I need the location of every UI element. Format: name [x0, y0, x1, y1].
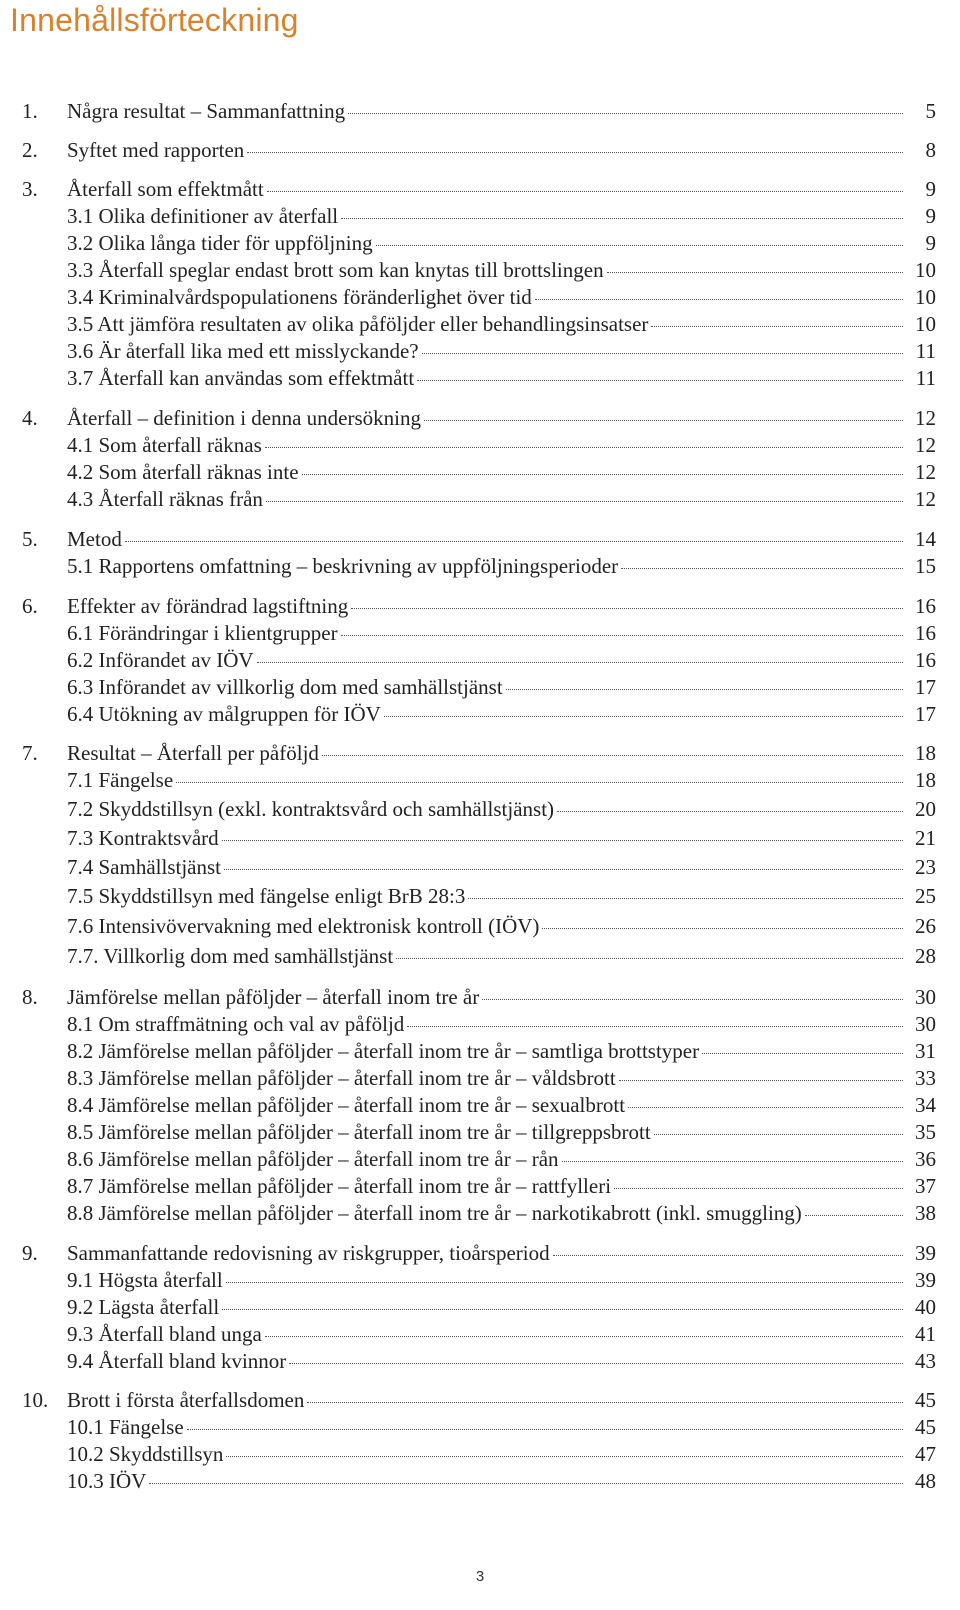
- toc-entry-number: 5.: [22, 527, 38, 551]
- toc-dot-leader: [307, 1402, 903, 1403]
- toc-dot-leader: [422, 353, 903, 354]
- toc-entry-title: 7.3 Kontraktsvård: [67, 826, 219, 850]
- toc-entry-number: 2.: [22, 138, 38, 162]
- toc-dot-leader: [289, 1363, 903, 1364]
- toc-dot-leader: [557, 811, 903, 812]
- toc-entry-page: 30: [915, 1012, 936, 1036]
- toc-dot-leader: [619, 1080, 903, 1081]
- toc-entry-title: Brott i första återfallsdomen: [67, 1388, 305, 1412]
- toc-entry[interactable]: [0, 1321, 960, 1348]
- toc-entry[interactable]: [0, 767, 960, 794]
- toc-entry-title: 8.2 Jämförelse mellan påföljder – återfall inom tre år – samtliga brottstyper: [67, 1039, 700, 1063]
- toc-dot-leader: [149, 1483, 903, 1484]
- toc-entry-page: 8: [925, 138, 936, 162]
- toc-dot-leader: [654, 1134, 903, 1135]
- toc-entry[interactable]: [0, 620, 960, 647]
- toc-entry-title: 10.2 Skyddstillsyn: [67, 1442, 224, 1466]
- toc-entry[interactable]: [0, 1038, 960, 1065]
- toc-entry-page: 34: [915, 1093, 936, 1117]
- toc-entry-number: 4.: [22, 406, 38, 430]
- toc-entry-title: 8.5 Jämförelse mellan påföljder – återfall inom tre år – tillgreppsbrott: [67, 1120, 651, 1144]
- toc-entry-number: 10.: [22, 1388, 49, 1412]
- toc-dot-leader: [266, 501, 903, 502]
- toc-entry-title: 8.3 Jämförelse mellan påföljder – återfall inom tre år – våldsbrott: [67, 1066, 616, 1090]
- toc-entry-page: 10: [915, 312, 936, 336]
- toc-entry-page: 18: [915, 741, 936, 765]
- toc-entry-title: 4.2 Som återfall räknas inte: [67, 460, 299, 484]
- toc-heading: Innehållsförteckning: [10, 2, 299, 38]
- toc-entry[interactable]: [0, 913, 960, 940]
- toc-entry-page: 23: [915, 855, 936, 879]
- toc-entry-page: 41: [915, 1322, 936, 1346]
- toc-entry[interactable]: [0, 1092, 960, 1119]
- toc-entry[interactable]: [0, 883, 960, 910]
- toc-entry-title: 6.2 Införandet av IÖV: [67, 648, 254, 672]
- toc-entry[interactable]: [0, 98, 960, 125]
- toc-dot-leader: [607, 272, 903, 273]
- toc-entry-title: 6.4 Utökning av målgruppen för IÖV: [67, 702, 381, 726]
- toc-entry-page: 18: [915, 768, 936, 792]
- toc-entry[interactable]: [0, 1200, 960, 1227]
- toc-entry-number: 9.: [22, 1241, 38, 1265]
- toc-entry-title: 3.7 Återfall kan användas som effektmått: [67, 366, 415, 390]
- toc-dot-leader: [702, 1053, 903, 1054]
- toc-entry[interactable]: [0, 796, 960, 823]
- toc-entry-page: 43: [915, 1349, 936, 1373]
- toc-entry[interactable]: [0, 526, 960, 553]
- toc-entry-page: 45: [915, 1388, 936, 1412]
- toc-entry-page: 39: [915, 1268, 936, 1292]
- toc-entry-title: 3.6 Är återfall lika med ett misslyckande?: [67, 339, 419, 363]
- toc-entry-title: 5.1 Rapportens omfattning – beskrivning av uppföljningsperioder: [67, 554, 619, 578]
- toc-entry-title: 3.3 Återfall speglar endast brott som kan knytas till brottslingen: [67, 258, 604, 282]
- toc-entry-title: 8.6 Jämförelse mellan påföljder – återfall inom tre år – rån: [67, 1147, 559, 1171]
- toc-dot-leader: [226, 1282, 903, 1283]
- toc-entry-page: 10: [915, 258, 936, 282]
- toc-entry-page: 12: [915, 406, 936, 430]
- toc-entry-title: Jämförelse mellan påföljder – återfall inom tre år: [67, 985, 480, 1009]
- toc-entry-title: 8.1 Om straffmätning och val av påföljd: [67, 1012, 405, 1036]
- toc-entry-page: 9: [925, 231, 936, 255]
- toc-entry[interactable]: [0, 311, 960, 338]
- toc-entry-title: 3.5 Att jämföra resultaten av olika påföljder eller behandlingsinsatser: [67, 312, 649, 336]
- toc-entry-title: Resultat – Återfall per påföljd: [67, 741, 319, 765]
- toc-entry-page: 17: [915, 675, 936, 699]
- toc-entry-number: 6.: [22, 594, 38, 618]
- toc-dot-leader: [226, 1456, 903, 1457]
- toc-entry[interactable]: [0, 984, 960, 1011]
- toc-entry[interactable]: [0, 1173, 960, 1200]
- toc-entry[interactable]: [0, 1119, 960, 1146]
- toc-dot-leader: [187, 1429, 903, 1430]
- toc-entry-title: 9.4 Återfall bland kvinnor: [67, 1349, 287, 1373]
- toc-dot-leader: [424, 420, 903, 421]
- toc-dot-leader: [553, 1255, 903, 1256]
- toc-dot-leader: [376, 245, 903, 246]
- toc-entry-title: 10.3 IÖV: [67, 1469, 147, 1493]
- toc-entry-page: 12: [915, 487, 936, 511]
- toc-entry[interactable]: [0, 1294, 960, 1321]
- toc-entry[interactable]: [0, 405, 960, 432]
- toc-entry[interactable]: [0, 1414, 960, 1441]
- toc-entry-page: 21: [915, 826, 936, 850]
- toc-dot-leader: [506, 689, 903, 690]
- toc-entry[interactable]: [0, 257, 960, 284]
- toc-entry-page: 5: [925, 99, 936, 123]
- toc-entry-page: 10: [915, 285, 936, 309]
- toc-entry-title: 7.1 Fängelse: [67, 768, 174, 792]
- toc-dot-leader: [468, 898, 903, 899]
- toc-entry[interactable]: [0, 1065, 960, 1092]
- toc-entry-page: 12: [915, 460, 936, 484]
- toc-entry-title: Sammanfattande redovisning av riskgrupper, tioårsperiod: [67, 1241, 550, 1265]
- toc-dot-leader: [322, 755, 903, 756]
- toc-entry[interactable]: [0, 459, 960, 486]
- toc-dot-leader: [805, 1215, 903, 1216]
- toc-dot-leader: [396, 958, 903, 959]
- toc-dot-leader: [407, 1026, 903, 1027]
- toc-entry[interactable]: [0, 1011, 960, 1038]
- toc-entry-page: 16: [915, 648, 936, 672]
- toc-entry[interactable]: [0, 701, 960, 728]
- toc-dot-leader: [222, 1309, 903, 1310]
- toc-entry-title: Återfall som effektmått: [67, 177, 264, 201]
- toc-dot-leader: [302, 474, 903, 475]
- toc-dot-leader: [265, 447, 903, 448]
- toc-entry-page: 11: [915, 339, 936, 363]
- toc-entry[interactable]: [0, 284, 960, 311]
- toc-dot-leader: [417, 380, 903, 381]
- toc-entry[interactable]: [0, 593, 960, 620]
- toc-entry-title: 6.1 Förändringar i klientgrupper: [67, 621, 338, 645]
- toc-entry-title: 7.5 Skyddstillsyn med fängelse enligt BrB 28:3: [67, 884, 466, 908]
- toc-entry-page: 40: [915, 1295, 936, 1319]
- toc-entry-page: 39: [915, 1241, 936, 1265]
- toc-entry-title: Några resultat – Sammanfattning: [67, 99, 346, 123]
- toc-dot-leader: [542, 928, 903, 929]
- toc-entry[interactable]: [0, 854, 960, 881]
- toc-entry[interactable]: [0, 1146, 960, 1173]
- toc-entry-title: 6.3 Införandet av villkorlig dom med samhällstjänst: [67, 675, 503, 699]
- toc-entry-page: 36: [915, 1147, 936, 1171]
- toc-dot-leader: [351, 608, 903, 609]
- toc-entry-page: 31: [915, 1039, 936, 1063]
- toc-dot-leader: [341, 635, 903, 636]
- toc-entry-title: 3.1 Olika definitioner av återfall: [67, 204, 339, 228]
- toc-entry[interactable]: [0, 647, 960, 674]
- toc-entry-title: Återfall – definition i denna undersökning: [67, 406, 421, 430]
- toc-dot-leader: [621, 568, 903, 569]
- toc-entry-page: 35: [915, 1120, 936, 1144]
- toc-entry-page: 15: [915, 554, 936, 578]
- toc-entry-page: 9: [925, 177, 936, 201]
- toc-entry-title: 7.7. Villkorlig dom med samhällstjänst: [67, 944, 394, 968]
- toc-entry[interactable]: [0, 1240, 960, 1267]
- toc-entry[interactable]: [0, 825, 960, 852]
- toc-dot-leader: [482, 999, 903, 1000]
- toc-dot-leader: [348, 113, 903, 114]
- toc-entry-title: 4.1 Som återfall räknas: [67, 433, 262, 457]
- toc-dot-leader: [628, 1107, 903, 1108]
- toc-entry[interactable]: [0, 203, 960, 230]
- toc-entry[interactable]: [0, 365, 960, 392]
- toc-entry-title: 8.8 Jämförelse mellan påföljder – återfall inom tre år – narkotikabrott (inkl. smuggling): [67, 1201, 802, 1225]
- toc-entry[interactable]: [0, 230, 960, 257]
- toc-entry-title: 9.1 Högsta återfall: [67, 1268, 223, 1292]
- toc-entry-page: 37: [915, 1174, 936, 1198]
- toc-entry[interactable]: [0, 432, 960, 459]
- toc-dot-leader: [265, 1336, 903, 1337]
- toc-entry[interactable]: [0, 1387, 960, 1414]
- toc-entry-title: 8.4 Jämförelse mellan påföljder – återfall inom tre år – sexualbrott: [67, 1093, 626, 1117]
- toc-entry-title: 3.4 Kriminalvårdspopulationens föränderlighet över tid: [67, 285, 532, 309]
- toc-entry-page: 30: [915, 985, 936, 1009]
- toc-entry[interactable]: [0, 1267, 960, 1294]
- toc-entry[interactable]: [0, 1348, 960, 1375]
- toc-entry-title: 4.3 Återfall räknas från: [67, 487, 263, 511]
- toc-dot-leader: [267, 191, 903, 192]
- toc-dot-leader: [341, 218, 903, 219]
- toc-dot-leader: [384, 716, 903, 717]
- toc-entry[interactable]: [0, 176, 960, 203]
- toc-entry-title: 7.2 Skyddstillsyn (exkl. kontraktsvård och samhällstjänst): [67, 797, 555, 821]
- toc-entry-title: 7.4 Samhällstjänst: [67, 855, 221, 879]
- toc-entry-page: 17: [915, 702, 936, 726]
- toc-entry-page: 28: [915, 944, 936, 968]
- page-number: 3: [475, 1568, 485, 1585]
- toc-entry-title: 8.7 Jämförelse mellan påföljder – återfall inom tre år – rattfylleri: [67, 1174, 612, 1198]
- toc-entry-page: 16: [915, 621, 936, 645]
- toc-entry-number: 3.: [22, 177, 38, 201]
- toc-entry-page: 26: [915, 914, 936, 938]
- toc-entry-page: 25: [915, 884, 936, 908]
- toc-entry-page: 45: [915, 1415, 936, 1439]
- toc-dot-leader: [651, 326, 903, 327]
- toc-entry-page: 33: [915, 1066, 936, 1090]
- toc-entry-page: 38: [915, 1201, 936, 1225]
- toc-entry-number: 8.: [22, 985, 38, 1009]
- toc-entry[interactable]: [0, 486, 960, 513]
- toc-dot-leader: [222, 840, 903, 841]
- toc-entry-title: Metod: [67, 527, 122, 551]
- toc-dot-leader: [614, 1188, 903, 1189]
- toc-entry-title: 10.1 Fängelse: [67, 1415, 184, 1439]
- toc-entry-page: 11: [915, 366, 936, 390]
- toc-entry-title: 7.6 Intensivövervakning med elektronisk kontroll (IÖV): [67, 914, 540, 938]
- toc-entry[interactable]: [0, 674, 960, 701]
- toc-dot-leader: [176, 782, 903, 783]
- toc-entry[interactable]: [0, 1468, 960, 1495]
- toc-entry-title: Syftet med rapporten: [67, 138, 245, 162]
- toc-dot-leader: [257, 662, 903, 663]
- toc-dot-leader: [535, 299, 903, 300]
- toc-entry-page: 9: [925, 204, 936, 228]
- toc-entry[interactable]: [0, 338, 960, 365]
- toc-entry-page: 16: [915, 594, 936, 618]
- toc-dot-leader: [247, 152, 903, 153]
- toc-entry-title: Effekter av förändrad lagstiftning: [67, 594, 349, 618]
- toc-dot-leader: [562, 1161, 903, 1162]
- toc-entry-page: 12: [915, 433, 936, 457]
- toc-entry[interactable]: [0, 740, 960, 767]
- toc-dot-leader: [125, 541, 903, 542]
- toc-entry-number: 1.: [22, 99, 38, 123]
- toc-entry-page: 48: [915, 1469, 936, 1493]
- toc-entry-page: 47: [915, 1442, 936, 1466]
- toc-entry[interactable]: [0, 137, 960, 164]
- toc-entry-page: 20: [915, 797, 936, 821]
- toc-entry-title: 3.2 Olika långa tider för uppföljning: [67, 231, 373, 255]
- toc-entry-page: 14: [915, 527, 936, 551]
- toc-entry[interactable]: [0, 553, 960, 580]
- toc-entry-title: 9.2 Lägsta återfall: [67, 1295, 220, 1319]
- toc-dot-leader: [224, 869, 903, 870]
- toc-entry-number: 7.: [22, 741, 38, 765]
- toc-entry[interactable]: [0, 943, 960, 970]
- toc-entry-title: 9.3 Återfall bland unga: [67, 1322, 262, 1346]
- toc-entry[interactable]: [0, 1441, 960, 1468]
